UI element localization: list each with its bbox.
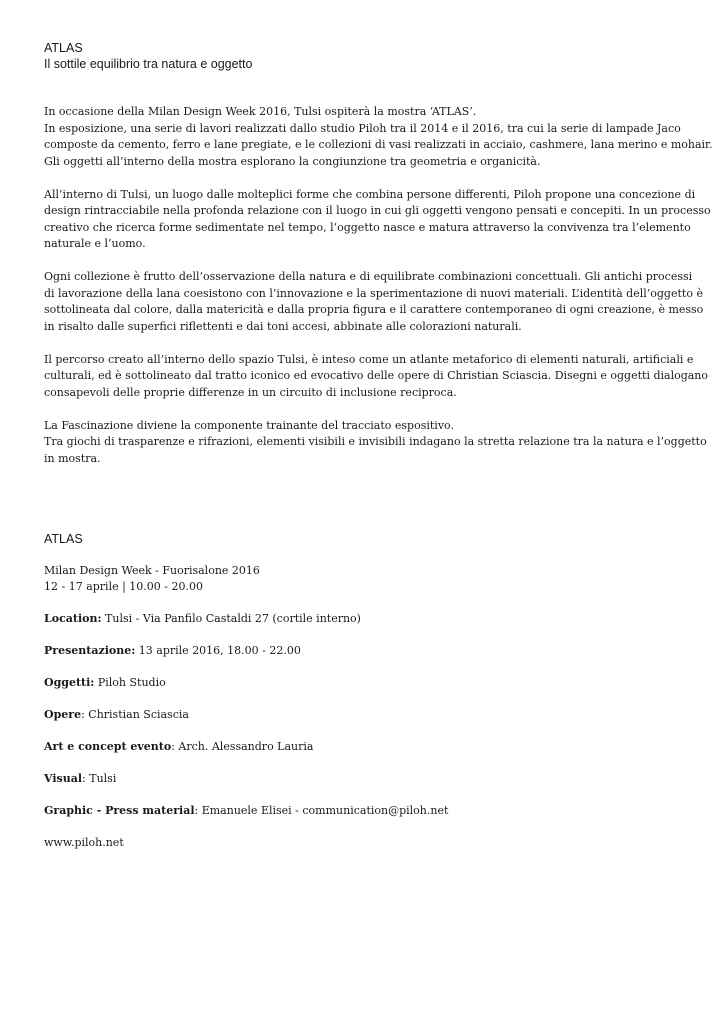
- detail-value: Tulsi - Via Panfilo Castaldi 27 (cortile interno): [101, 612, 361, 625]
- detail-label: Oggetti:: [44, 676, 95, 689]
- event-dates: [44, 563, 684, 595]
- text-line: All’interno di Tulsi, un luogo dalle molteplici forme che combina persone differenti, Piloh propone una concezione di: [44, 187, 696, 201]
- detail-value: : Tulsi: [82, 772, 117, 785]
- text-line: Gli oggetti all’interno della mostra esplorano la congiunzione tra geometria e organicità.: [44, 154, 541, 168]
- text-line: di lavorazione della lana coesistono con l’innovazione e la sperimentazione di nuovi materiali. L’identità dell’oggetto è: [44, 286, 703, 300]
- detail-art-concept: [44, 739, 684, 755]
- text-line: Il percorso creato all’interno dello spazio Tulsi, è inteso come un atlante metaforico di elementi naturali, artificiali e: [44, 352, 694, 366]
- text-line: sottolineata dal colore, dalla matericità e dalla propria figura e il carattere contemporaneo di ogni creazione, è messo: [44, 303, 704, 316]
- text-line: design rintracciabile nella profonda relazione con il luogo in cui gli oggetti vengono pensati e concepiti. In un processo: [44, 204, 711, 217]
- paragraph: [44, 269, 704, 335]
- detail-value: 13 aprile 2016, 18.00 - 22.00: [135, 644, 301, 657]
- paragraph: [44, 418, 707, 468]
- text-line: In esposizione, una serie di lavori realizzati dallo studio Piloh tra il 2014 e il 2016, tra cui la serie di lampade Jaco: [44, 121, 681, 135]
- detail-value: Piloh Studio: [94, 676, 166, 689]
- document-subtitle: Il sottile equilibrio tra natura e oggetto: [44, 57, 253, 71]
- text-line: in risalto dalle superfici riflettenti e dai toni accesi, abbinate alle colorazioni naturali.: [44, 319, 522, 333]
- detail-opere: [44, 707, 684, 723]
- event-name: Milan Design Week - Fuorisalone 2016: [44, 564, 260, 577]
- paragraph: [44, 352, 709, 402]
- body-text: [44, 104, 713, 484]
- paragraph: [44, 104, 713, 170]
- document-header: [44, 40, 252, 72]
- document-title: ATLAS: [44, 41, 83, 55]
- detail-label: Visual: [44, 772, 83, 785]
- detail-value: : Emanuele Elisei - communication@piloh.net: [194, 804, 449, 817]
- event-title: ATLAS: [44, 532, 83, 546]
- text-line: consapevoli delle proprie differenze in un circuito di inclusione reciproca.: [44, 385, 457, 399]
- paragraph: [44, 187, 711, 253]
- text-line: In occasione della Milan Design Week 2016, Tulsi ospiterà la mostra ‘ATLAS’.: [44, 105, 477, 118]
- detail-value: : Arch. Alessandro Lauria: [171, 740, 314, 753]
- detail-graphic: [44, 803, 684, 819]
- detail-label: Art e concept evento: [44, 740, 172, 753]
- detail-presentazione: [44, 643, 684, 659]
- detail-label: Presentazione:: [44, 644, 136, 657]
- website-link[interactable]: www.piloh.net: [44, 836, 124, 849]
- detail-visual: [44, 771, 684, 787]
- event-schedule: 12 - 17 aprile | 10.00 - 20.00: [44, 580, 203, 593]
- detail-label: Opere: [44, 708, 82, 721]
- event-details: [44, 563, 684, 867]
- text-line: culturali, ed è sottolineato dal tratto iconico ed evocativo delle opere di Christian Sciascia. Disegni e oggetti dialogano: [44, 369, 709, 382]
- text-line: composte da cemento, ferro e lane pregiate, e le collezioni di vasi realizzati in acciaio, cashmere, lana merino e mohair.: [44, 138, 713, 151]
- detail-label: Graphic - Press material: [44, 804, 195, 817]
- text-line: in mostra.: [44, 451, 101, 465]
- text-line: creativo che ricerca forme sedimentate nel tempo, l’oggetto nasce e matura attraverso la convivenza tra l’elemento: [44, 220, 691, 234]
- detail-oggetti: [44, 675, 684, 691]
- detail-location: [44, 611, 684, 627]
- text-line: La Fascinazione diviene la componente trainante del tracciato espositivo.: [44, 418, 454, 432]
- detail-label: Location:: [44, 612, 102, 625]
- text-line: naturale e l’uomo.: [44, 237, 146, 250]
- text-line: Ogni collezione è frutto dell’osservazione della natura e di equilibrate combinazioni concettuali. Gli antichi processi: [44, 270, 693, 283]
- detail-value: : Christian Sciascia: [81, 708, 189, 721]
- text-line: Tra giochi di trasparenze e rifrazioni, elementi visibili e invisibili indagano la stretta relazione tra la natura e l’oggetto: [44, 435, 707, 448]
